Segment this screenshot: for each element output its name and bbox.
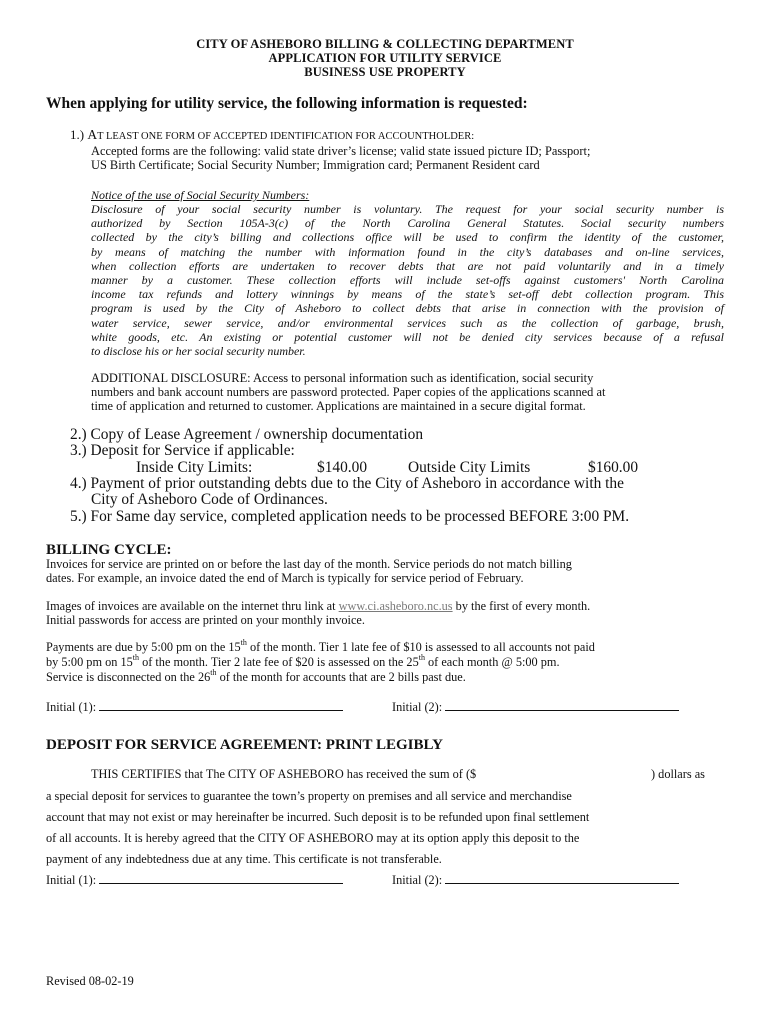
notice-line: program is used by the City of Asheboro to collect debts that arise in connection with the provision of bbox=[91, 301, 724, 316]
notice-line: by means of matching the number with information found in the city’s databases and on-line services, bbox=[91, 244, 724, 259]
billing-p3-line-3 bbox=[46, 670, 466, 685]
item-1-number: 1.) bbox=[70, 127, 85, 142]
billing-p3-text: of each month @ 5:00 pm. bbox=[424, 655, 560, 669]
deposit-line-1-post: ) dollars as bbox=[651, 767, 705, 781]
inside-city-amount: $140.00 bbox=[317, 459, 368, 476]
billing-initial-2 bbox=[392, 700, 679, 715]
deposit-heading: DEPOSIT FOR SERVICE AGREEMENT: PRINT LEGIBLY bbox=[46, 737, 443, 753]
notice-body bbox=[91, 202, 724, 358]
notice-line: when collection efforts are undertaken to recover debts that are not paid voluntarily and in a timely bbox=[91, 258, 724, 273]
billing-p1-line-2: dates. For example, an invoice dated the end of March is typically for service period of February. bbox=[46, 571, 524, 585]
billing-p2-pre: Images of invoices are available on the internet thru link at bbox=[46, 599, 339, 613]
header-line-2: APPLICATION FOR UTILITY SERVICE bbox=[268, 51, 502, 65]
billing-p3-line-2 bbox=[46, 655, 560, 670]
item-1-line-2: US Birth Certificate; Social Security Number; Immigration card; Permanent Resident card bbox=[91, 158, 540, 172]
revised-date: Revised 08-02-19 bbox=[46, 974, 134, 988]
billing-p3-text: by 5:00 pm on 15 bbox=[46, 655, 133, 669]
deposit-line-4: of all accounts. It is hereby agreed that the CITY OF ASHEBORO may at its option apply this deposit to the bbox=[46, 831, 580, 845]
notice-line: Disclosure of your social security number is voluntary. The request for your social security number is bbox=[91, 202, 724, 216]
deposit-line-5: payment of any indebtedness due at any time. This certificate is not transferable. bbox=[46, 852, 442, 866]
ordinal-suffix: th bbox=[210, 668, 217, 677]
billing-p2-line-1 bbox=[46, 599, 590, 614]
billing-p2-post: by the first of every month. bbox=[452, 599, 591, 613]
item-1-title-first: A bbox=[87, 127, 98, 142]
additional-line-1: ADDITIONAL DISCLOSURE: Access to personal information such as identification, social security bbox=[91, 371, 594, 385]
notice-heading-text: Notice of the use of Social Security Numbers: bbox=[91, 188, 310, 202]
additional-line-2: numbers and bank account numbers are password protected. Paper copies of the applications scanned at bbox=[91, 385, 606, 399]
billing-initial-1 bbox=[46, 700, 343, 715]
deposit-initial-1-field[interactable] bbox=[99, 873, 343, 884]
billing-p3-text: Payments are due by 5:00 pm on the 15 bbox=[46, 640, 241, 654]
billing-p3-text: of the month for accounts that are 2 bills past due. bbox=[216, 670, 466, 684]
item-4-line-2: City of Asheboro Code of Ordinances. bbox=[91, 491, 328, 508]
item-5: 5.) For Same day service, completed application needs to be processed BEFORE 3:00 PM. bbox=[70, 508, 630, 525]
additional-line-3: time of application and returned to customer. Applications are maintained in a secure digital format. bbox=[91, 399, 586, 413]
initial-2-field[interactable] bbox=[445, 700, 679, 711]
header-line-1: CITY OF ASHEBORO BILLING & COLLECTING DEPARTMENT bbox=[196, 37, 574, 51]
billing-p1-line-1: Invoices for service are printed on or before the last day of the month. Service periods do not match billing bbox=[46, 557, 572, 571]
ordinal-suffix: th bbox=[132, 653, 139, 662]
item-1-title bbox=[70, 128, 474, 144]
item-1-title-rest: T LEAST ONE FORM OF ACCEPTED IDENTIFICATION FOR ACCOUNTHOLDER: bbox=[97, 131, 475, 142]
initial-1-label: Initial (1): bbox=[46, 873, 97, 887]
billing-p3-text: of the month. Tier 1 late fee of $10 is assessed to all accounts not paid bbox=[246, 640, 595, 654]
notice-line: water service, sewer service, and/or environmental services such as the collection of garbage, brush, bbox=[91, 315, 724, 330]
notice-line: collected by the city’s billing and collections office will be used to confirm the identity of the customer, bbox=[91, 230, 724, 245]
item-1-line-1: Accepted forms are the following: valid state driver’s license; valid state issued picture ID; Passport; bbox=[91, 144, 591, 158]
deposit-line-1-pre: THIS CERTIFIES that The CITY OF ASHEBORO has received the sum of ($ bbox=[91, 767, 477, 781]
billing-p3-text: of the month. Tier 2 late fee of $20 is assessed on the 25 bbox=[139, 655, 419, 669]
billing-cycle-heading: BILLING CYCLE: bbox=[46, 542, 172, 558]
inside-city-label: Inside City Limits: bbox=[136, 459, 253, 476]
outside-city-label: Outside City Limits bbox=[408, 459, 531, 476]
item-2: 2.) Copy of Lease Agreement / ownership documentation bbox=[70, 426, 424, 443]
ordinal-suffix: th bbox=[418, 653, 425, 662]
initial-2-label: Initial (2): bbox=[392, 700, 443, 714]
notice-line: to disclose his or her social security number. bbox=[91, 344, 306, 359]
initial-2-label: Initial (2): bbox=[392, 873, 443, 887]
notice-line: manner by a customer. These collection efforts will include set-offs against customers' North Carolina bbox=[91, 273, 724, 288]
item-4-line-1: 4.) Payment of prior outstanding debts due to the City of Asheboro in accordance with the bbox=[70, 475, 624, 492]
item-3: 3.) Deposit for Service if applicable: bbox=[70, 442, 295, 459]
header-line-3: BUSINESS USE PROPERTY bbox=[304, 65, 466, 79]
deposit-initial-2-field[interactable] bbox=[445, 873, 679, 884]
initial-1-field[interactable] bbox=[99, 700, 343, 711]
notice-line: authorized by Section 105A-3(c) of the North Carolina General Statutes. Social security numbers bbox=[91, 216, 724, 231]
notice-line: income tax refunds and lottery winnings by means of the state’s set-off debt collection program. This bbox=[91, 287, 724, 302]
billing-p3-text: Service is disconnected on the 26 bbox=[46, 670, 211, 684]
notice-heading bbox=[91, 188, 309, 202]
deposit-line-2: a special deposit for services to guarantee the town’s property on premises and all service and merchandise bbox=[46, 789, 572, 803]
billing-p2-line-2: Initial passwords for access are printed on your monthly invoice. bbox=[46, 613, 365, 627]
ordinal-suffix: th bbox=[240, 638, 247, 647]
outside-city-amount: $160.00 bbox=[588, 459, 639, 476]
deposit-line-3: account that may not exist or may hereinafter be incurred. Such deposit is to be refunded upon final settlement bbox=[46, 810, 590, 824]
intro-heading: When applying for utility service, the following information is requested: bbox=[46, 95, 528, 112]
notice-line: white goods, etc. An existing or potential customer will not be denied city services because of a refusal bbox=[91, 329, 724, 344]
billing-p3-line-1 bbox=[46, 640, 595, 655]
deposit-initial-2 bbox=[392, 873, 679, 888]
website-link[interactable]: www.ci.asheboro.nc.us bbox=[338, 599, 453, 613]
initial-1-label: Initial (1): bbox=[46, 700, 97, 714]
deposit-initial-1 bbox=[46, 873, 343, 888]
